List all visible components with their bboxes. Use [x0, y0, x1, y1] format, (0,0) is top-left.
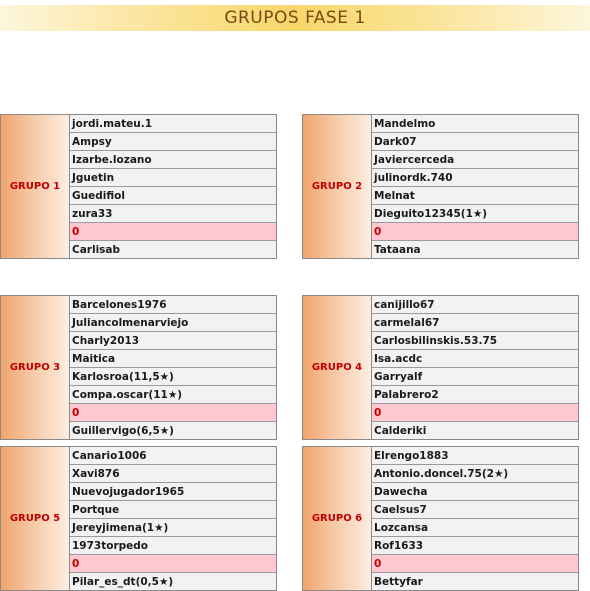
player-row: Calderiki [372, 422, 578, 439]
player-row: Garryalf [372, 368, 578, 386]
group-table-5 [0, 446, 277, 591]
group-label-cell [303, 296, 372, 439]
page-title: GRUPOS FASE 1 [224, 8, 366, 28]
player-row: Izarbe.lozano [70, 151, 276, 169]
player-row: Carlosbilinskis.53.75 [372, 332, 578, 350]
player-row: zura33 [70, 205, 276, 223]
group-table-1 [0, 114, 277, 259]
player-row: Caelsus7 [372, 501, 578, 519]
group-label: GRUPO 5 [9, 513, 61, 524]
player-row: Maitica [70, 350, 276, 368]
player-list [372, 447, 578, 590]
player-row: Tataana [372, 241, 578, 258]
group-label: GRUPO 3 [9, 362, 61, 373]
player-row: 1973torpedo [70, 537, 276, 555]
group-label: GRUPO 2 [311, 181, 363, 192]
group-label: GRUPO 4 [311, 362, 363, 373]
empty-slot-row: 0 [372, 404, 578, 422]
player-row: Javiercerceda [372, 151, 578, 169]
player-row: Charly2013 [70, 332, 276, 350]
header-banner [0, 5, 590, 31]
player-row: Melnat [372, 187, 578, 205]
player-row: Pilar_es_dt(0,5★) [70, 573, 276, 590]
player-row: Mandelmo [372, 115, 578, 133]
player-row: Compa.oscar(11★) [70, 386, 276, 404]
player-row: Lozcansa [372, 519, 578, 537]
group-label-cell [303, 115, 372, 258]
player-list [372, 296, 578, 439]
player-row: julinordk.740 [372, 169, 578, 187]
player-row: Isa.acdc [372, 350, 578, 368]
player-row: jordi.mateu.1 [70, 115, 276, 133]
group-label-cell [1, 115, 70, 258]
group-label-cell [303, 447, 372, 590]
group-label: GRUPO 1 [9, 181, 61, 192]
player-row: Elrengo1883 [372, 447, 578, 465]
player-row: Karlosroa(11,5★) [70, 368, 276, 386]
player-row: Dieguito12345(1★) [372, 205, 578, 223]
group-label-cell [1, 296, 70, 439]
player-row: Antonio.doncel.75(2★) [372, 465, 578, 483]
group-table-3 [0, 295, 277, 440]
player-row: Nuevojugador1965 [70, 483, 276, 501]
player-row: Dawecha [372, 483, 578, 501]
player-row: carmelal67 [372, 314, 578, 332]
player-row: Guedifiol [70, 187, 276, 205]
player-row: Ampsy [70, 133, 276, 151]
player-row: Rof1633 [372, 537, 578, 555]
player-row: Portque [70, 501, 276, 519]
group-label-cell [1, 447, 70, 590]
empty-slot-row: 0 [372, 555, 578, 573]
group-label: GRUPO 6 [311, 513, 363, 524]
group-table-6 [302, 446, 579, 591]
player-row: Xavi876 [70, 465, 276, 483]
player-list [372, 115, 578, 258]
empty-slot-row: 0 [70, 555, 276, 573]
player-row: Jereyjimena(1★) [70, 519, 276, 537]
player-row: Barcelones1976 [70, 296, 276, 314]
player-row: Jguetin [70, 169, 276, 187]
player-row: Palabrero2 [372, 386, 578, 404]
group-table-2 [302, 114, 579, 259]
empty-slot-row: 0 [70, 404, 276, 422]
player-row: Dark07 [372, 133, 578, 151]
player-list [70, 296, 276, 439]
empty-slot-row: 0 [372, 223, 578, 241]
player-row: Canario1006 [70, 447, 276, 465]
group-table-4 [302, 295, 579, 440]
player-row: Juliancolmenarviejo [70, 314, 276, 332]
empty-slot-row: 0 [70, 223, 276, 241]
player-row: Guillervigo(6,5★) [70, 422, 276, 439]
player-list [70, 447, 276, 590]
player-row: canijillo67 [372, 296, 578, 314]
player-row: Bettyfar [372, 573, 578, 590]
player-list [70, 115, 276, 258]
player-row: Carlisab [70, 241, 276, 258]
